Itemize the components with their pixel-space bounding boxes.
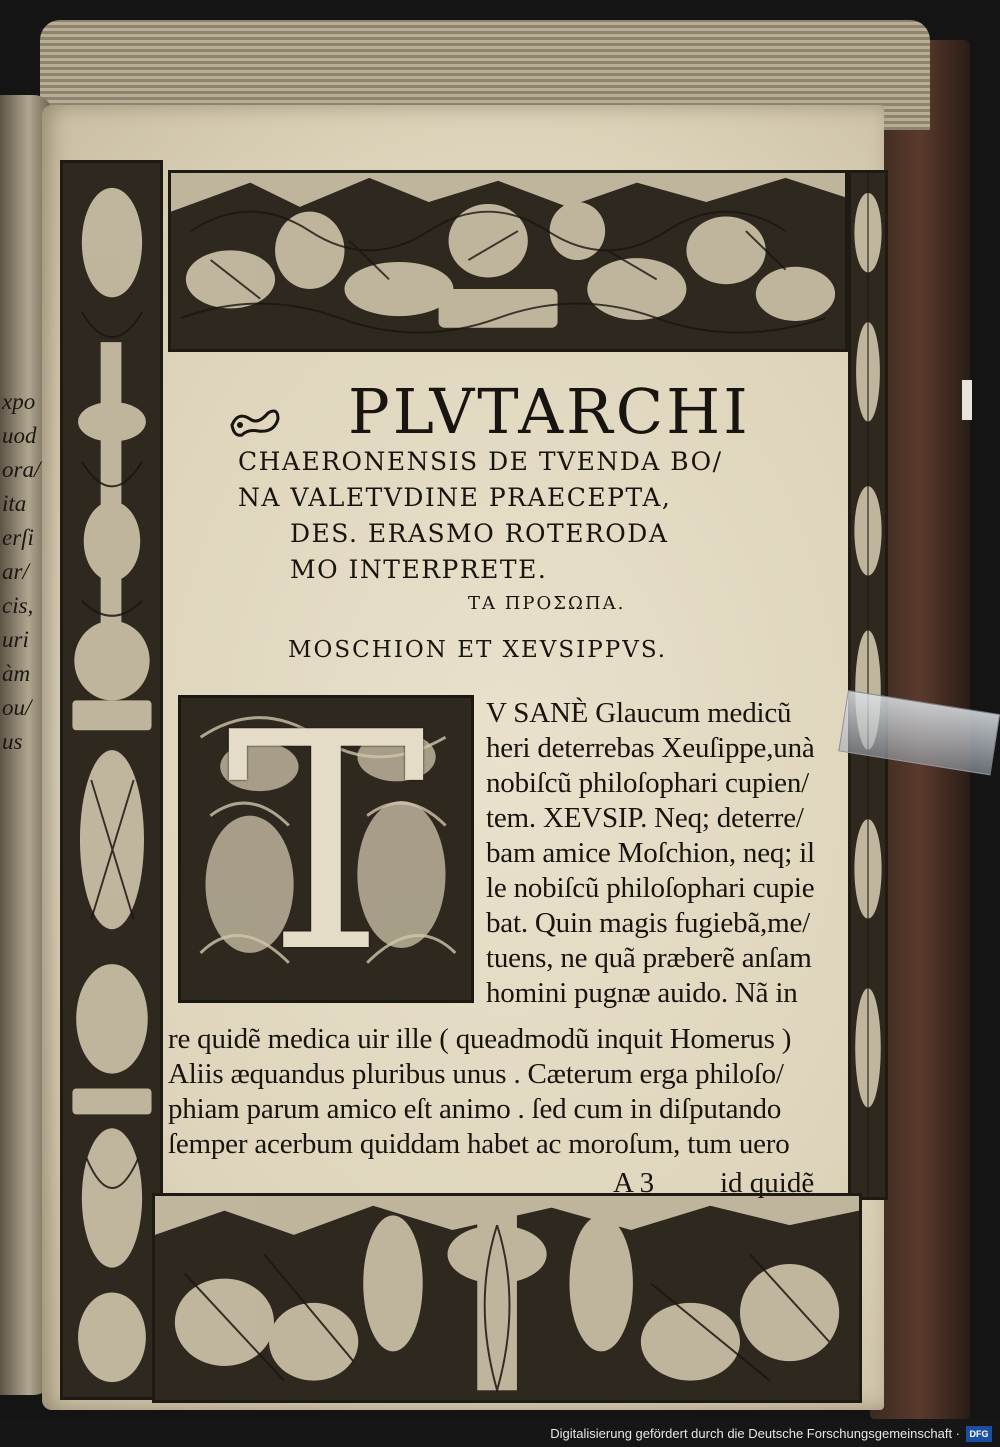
facing-page-fragment: erſi — [2, 525, 34, 550]
body-line: nobiſcũ philoſophari cupien/ — [486, 767, 810, 799]
persons-heading: ΤΑ ΠΡΟΣΩΠΑ. — [468, 593, 626, 614]
signature-mark: A 3 — [613, 1167, 655, 1199]
woodcut-bottom-border — [152, 1193, 862, 1403]
facing-page-fragment: ou/ — [2, 695, 32, 720]
body-line: bam amice Moſchion, neq; il — [486, 837, 815, 869]
facing-page-fragment: xpo — [2, 389, 36, 414]
facing-page-fragment: àm — [2, 661, 31, 686]
woodcut-bottom-pattern — [155, 1196, 859, 1400]
woodcut-top-border — [168, 170, 848, 352]
woodcut-left-border — [60, 160, 163, 1400]
woodcut-left-pattern — [63, 163, 160, 1397]
facing-page-fragment: uod — [2, 423, 37, 448]
subtitle-line: CHAERONENSIS DE TVENDA BO/ — [238, 447, 723, 476]
facing-page-fragment: ora/ — [2, 457, 41, 482]
subtitle-line: NA VALETVDINE PRAECEPTA, — [238, 483, 672, 512]
body-line: homini pugnæ auido. Nã in — [486, 977, 798, 1009]
bookmark-strip — [962, 380, 972, 420]
facing-page-fragment: us — [2, 729, 23, 754]
woodcut-right-border — [848, 170, 888, 1200]
woodcut-right-pattern — [851, 173, 885, 1197]
footer-credit: Digitalisierung gefördert durch die Deutsche Forschungsgemeinschaft · — [550, 1426, 960, 1441]
body-line: tuens, ne quã præberẽ anſam — [486, 942, 812, 974]
page-title: PLVTARCHI — [348, 375, 751, 448]
facing-page-fragment: uri — [2, 627, 29, 652]
body-line: bat. Quin magis fugiebã,me/ — [486, 907, 810, 939]
footer-bar — [0, 1419, 1000, 1447]
body-line: re quidẽ medica uir ille ( queadmodũ inquit Homerus ) — [168, 1023, 792, 1055]
catchword: id quidẽ — [720, 1167, 815, 1199]
facing-page-fragment: ita — [2, 491, 27, 516]
facing-page-fragment: ar/ — [2, 559, 29, 584]
body-line: le nobiſcũ philoſophari cupie — [486, 872, 815, 904]
body-line: phiam parum amico eſt animo . ſed cum in diſputando — [168, 1093, 782, 1125]
body-line: V SANÈ Glaucum medicũ — [486, 697, 792, 729]
body-line: tem. XEVSIP. Neq; deterre/ — [486, 802, 804, 834]
decorated-initial — [178, 669, 474, 1018]
subtitle-line: DES. ERASMO ROTERODA — [290, 519, 669, 548]
body-line: heri deterrebas Xeuſippe,unà — [486, 732, 815, 764]
initial-letter: T — [225, 669, 427, 1018]
speakers-heading: MOSCHION ET XEVSIPPVS. — [288, 637, 668, 663]
body-line: ſemper acerbum quiddam habet ac moroſum, tum uero — [168, 1128, 790, 1160]
title-row — [228, 375, 848, 455]
fleuron-icon — [228, 405, 280, 439]
facing-page-fragment: cis, — [2, 593, 34, 618]
subtitle-line: MO INTERPRETE. — [290, 555, 548, 584]
woodcut-top-pattern — [171, 173, 845, 349]
dfg-logo: DFG — [966, 1426, 992, 1442]
body-line: Aliis æquandus pluribus unus . Cæterum erga philoſo/ — [168, 1058, 784, 1090]
